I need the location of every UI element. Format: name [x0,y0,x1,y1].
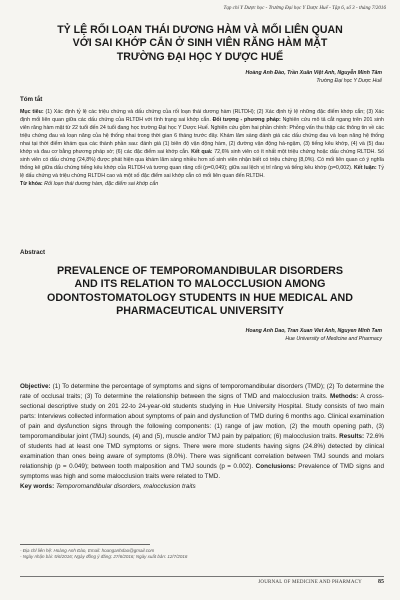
results-label: Results: [339,432,365,440]
vietnamese-title-line: VỚI SAI KHỚP CẮN Ở SINH VIÊN RĂNG HÀM MẶT [72,37,328,50]
vietnamese-keywords [20,180,384,188]
vietnamese-abstract [20,108,384,188]
conclusion-text: Tỷ lệ dấu chứng và triệu chứng RLTDH cao và một số đặc điểm sai khớp cắn có mối liên quan đến RLTDH. [20,165,384,180]
keywords-label: Key words: [20,482,55,490]
results-text: 72,6% sinh viên có ít nhất một triệu chứng hoặc dấu chứng RLTDH. Số sinh viên có dấu chứng (24,8%) được phát hiện qua khám lâm sàng nhiều hơn số sinh viên nhận biết có triệu chứng (8,0%). Có mối liên quan có ý nghĩa thống kê giữa dấu chứng tiếng kêu khớp của RLTDH và tương quan răng cối (p=0,049); giữa sai lệch vị trí răng và tiếng kêu khớp (p=0,002). [20,149,384,172]
footer-divider [20,576,384,577]
contact-footnote: - Địa chỉ liên hệ: Hoàng Anh Đào, Email: hoanganhdao@gmail.com [20,548,155,553]
methods-label: Đối tượng - phương pháp: [212,117,281,124]
english-abstract [20,382,384,491]
summary-heading: Tóm tắt [20,96,43,103]
english-title-line: PREVALENCE OF TEMPOROMANDIBULAR DISORDERS [57,265,343,277]
running-header: Tạp chí Y Dược học - Trường Đại học Y Dược Huế - Tập 6, số 3 - tháng 7/2016 [223,5,386,11]
objective-label: Mục tiêu: [20,109,44,115]
english-title-line: AND ITS RELATION TO MALOCCLUSION AMONG [74,278,326,291]
conclusions-text: Prevalence of TMD signs and symptoms was high and some malocclusion traits were related to TMD. [20,462,384,480]
objective-text: (1) Xác định tỷ lệ các triệu chứng và dấu chứng của rối loạn thái dương hàm (RLTDH); (2) Xác định tỷ lệ những đặc điểm khớp cắn; (3) Xác định mối liên quan giữa các dấu chứng của RLTDH với tình trạng sai khớp cắn. [20,109,385,124]
keywords-label: Từ khóa: [20,181,43,188]
vietnamese-title [18,24,382,64]
english-keywords [20,482,384,492]
vietnamese-title-line: TỶ LỆ RỐI LOẠN THÁI DƯƠNG HÀM VÀ MỐI LIÊN QUAN [57,24,343,36]
methods-label: Methods: [330,392,359,400]
footnote-divider [20,544,150,545]
keywords-text: Temporomandibular disorders, malocclusion traits [54,482,196,490]
objective-label: Objective: [20,383,51,390]
methods-text: Nghiên cứu mô tả cắt ngang trên 201 sinh viên răng hàm mặt từ 22 tuổi đến 24 tuổi đang học trường Đại học Y Dược Huế. Nghiên cứu gồm hai phần chính: Phỏng vấn thu thập các thông tin về các triệu chứng đau và loạn năng của hệ thống nhai trong thời gian 6 tháng trước đây. Khám lâm sàng đánh giá các dấu chứng đau và loạn năng hệ thống nhai tại thời điểm khám qua các thành phần sau: đánh giá (1) biên độ vận động hàm, (2) đường vận động há-ngậm, (3) tiếng kêu khớp, (4) và (5) đau khớp và đau cơ bằng phương pháp sờ; (6) các đặc điểm sai khớp cắn. [20,117,384,156]
english-authors: Hoang Anh Dao, Tran Xuan Viet Anh, Nguyen Minh Tam [245,328,382,334]
english-title-line: ODONTOSTOMATOLOGY STUDENTS IN HUE MEDICAL AND [47,291,353,304]
vietnamese-author-block [245,70,382,86]
english-title [18,265,382,318]
conclusion-label: Kết luận: [353,165,377,172]
conclusions-label: Conclusions: [255,462,296,470]
objective-text: (1) To determine the percentage of symptoms and signs of temporomandibular disorders (TMD); (2) To determine the rate of occlusal traits; (3) To determine the relationship between the signs of TMD and malocclusion traits. [20,383,384,400]
vietnamese-authors: Hoàng Anh Đào, Trần Xuân Việt Anh, Nguyễn Minh Tâm [245,70,382,76]
results-text: 72.6% of students had at least one TMD symptoms or signs. There were more students having signs (24.8%) detected by clinical examination than ones being aware of symptoms (8.0%). There was significant correlation between TMJ sounds and molars relationship (p = 0.049); between tooth malposition and TMJ sounds (p = 0.002). [20,432,385,470]
keywords-text: Rối loạn thái dương hàm, đặc điểm sai khớp cắn [42,181,159,188]
methods-text: A cross-sectional descriptive study on 201 22-to 24-year-old students studying in Hue University Hospital. Study consists of two main parts: Interviews collected information about symptoms of pain and dysfunction of TMD during 6 months ago. Clinical examination of pain and dysfunction signs through the following components: (1) range of jaw motion, (2) the mouth opening path, (3) temporomandibular joint (TMJ) sounds, (4) and (5), muscle and/or TMJ pain by palpation; (6) malocclusion traits. [20,392,385,440]
footer-journal-name: JOURNAL OF MEDICINE AND PHARMACY [258,580,362,585]
english-affiliation: Hue University of Medicine and Pharmacy [285,335,382,342]
english-title-line: PHARMACEUTICAL UNIVERSITY [116,304,284,317]
footnotes [20,548,250,561]
dates-footnote: - Ngày nhận bài: 5/6/2016; Ngày đồng ý đăng: 27/6/2016; Ngày xuất bản: 12/7/2016 [20,554,188,560]
results-label: Kết quả: [191,149,213,156]
abstract-heading: Abstract [20,249,46,256]
english-author-block [246,328,382,344]
page-number: 85 [378,579,384,585]
vietnamese-affiliation: Trường Đại học Y Dược Huế [316,77,382,84]
vietnamese-title-line: TRƯỜNG ĐẠI HỌC Y DƯỢC HUẾ [116,50,284,63]
